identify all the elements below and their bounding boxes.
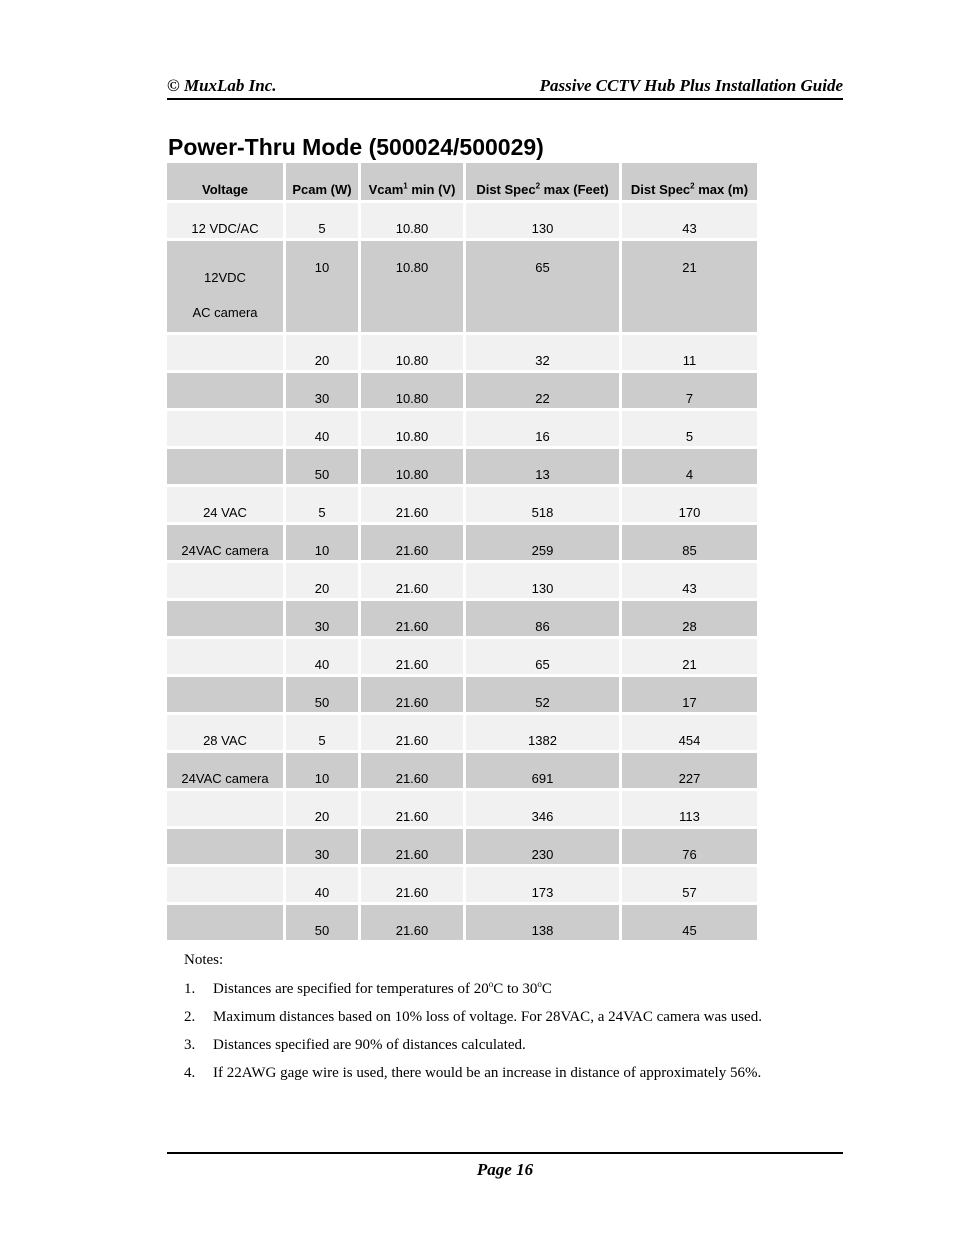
table-row xyxy=(167,601,757,636)
cell-voltage xyxy=(167,449,283,484)
cell-vcam: 10.80 xyxy=(361,335,463,370)
cell-voltage xyxy=(167,639,283,674)
table-row xyxy=(167,373,757,408)
table-row xyxy=(167,677,757,712)
cell-pcam: 10 xyxy=(286,753,358,788)
cell-voltage xyxy=(167,867,283,902)
cell-voltage xyxy=(167,905,283,940)
col-dist-m: Dist Spec$^2$ max (m) xyxy=(622,163,757,200)
cell-dist-feet: 138 xyxy=(466,905,619,940)
table-body xyxy=(167,203,757,940)
col-voltage: Voltage xyxy=(167,163,283,200)
cell-vcam: 21.60 xyxy=(361,791,463,826)
note-text: If 22AWG gage wire is used, there would be an increase in distance of approximately 56%. xyxy=(213,1065,762,1081)
cell-dist-feet: 259 xyxy=(466,525,619,560)
cell-voltage: 24VAC camera xyxy=(167,525,283,560)
table-row xyxy=(167,867,757,902)
cell-pcam: 20 xyxy=(286,563,358,598)
cell-pcam: 50 xyxy=(286,449,358,484)
cell-dist-m: 57 xyxy=(622,867,757,902)
note-number: 3. xyxy=(184,1037,196,1053)
cell-vcam: 10.80 xyxy=(361,203,463,238)
cell-vcam: 21.60 xyxy=(361,905,463,940)
table-row xyxy=(167,715,757,750)
table-row xyxy=(167,753,757,788)
cell-voltage xyxy=(167,829,283,864)
note-item xyxy=(184,1009,824,1037)
cell-dist-m: 5 xyxy=(622,411,757,446)
cell-vcam: 21.60 xyxy=(361,867,463,902)
cell-pcam: 50 xyxy=(286,905,358,940)
cell-dist-feet: 518 xyxy=(466,487,619,522)
table-row xyxy=(167,335,757,370)
table-row xyxy=(167,525,757,560)
cell-voltage xyxy=(167,373,283,408)
cell-pcam: 5 xyxy=(286,203,358,238)
col-dist-feet: Dist Spec$^2$ max (Feet) xyxy=(466,163,619,200)
table-row xyxy=(167,905,757,940)
cell-vcam: 21.60 xyxy=(361,753,463,788)
cell-dist-feet: 691 xyxy=(466,753,619,788)
cell-dist-m: 76 xyxy=(622,829,757,864)
table-row xyxy=(167,449,757,484)
cell-voltage xyxy=(167,791,283,826)
cell-dist-m: 43 xyxy=(622,563,757,598)
cell-voltage: 12VDC AC camera xyxy=(167,241,283,332)
col-vcam: Vcam$^1$ min (V) xyxy=(361,163,463,200)
cell-dist-m: 170 xyxy=(622,487,757,522)
table-row xyxy=(167,563,757,598)
cell-dist-feet: 32 xyxy=(466,335,619,370)
note-text: Distances specified are 90% of distances calculated. xyxy=(213,1037,526,1053)
cell-dist-m: 21 xyxy=(622,241,757,332)
cell-pcam: 40 xyxy=(286,411,358,446)
table-row xyxy=(167,203,757,238)
cell-vcam: 21.60 xyxy=(361,563,463,598)
header-company: © MuxLab Inc. xyxy=(167,76,277,95)
cell-voltage: 24 VAC xyxy=(167,487,283,522)
cell-dist-m: 85 xyxy=(622,525,757,560)
cell-dist-feet: 22 xyxy=(466,373,619,408)
cell-voltage xyxy=(167,563,283,598)
cell-dist-m: 28 xyxy=(622,601,757,636)
col-pcam: Pcam (W) xyxy=(286,163,358,200)
cell-voltage: 12 VDC/AC xyxy=(167,203,283,238)
notes-section xyxy=(184,952,824,1093)
cell-dist-m: 45 xyxy=(622,905,757,940)
cell-pcam: 30 xyxy=(286,829,358,864)
note-number: 4. xyxy=(184,1065,196,1081)
table-row xyxy=(167,829,757,864)
cell-pcam: 30 xyxy=(286,373,358,408)
cell-dist-feet: 65 xyxy=(466,639,619,674)
notes-heading: Notes: xyxy=(184,952,224,968)
header-guide-title: Passive CCTV Hub Plus Installation Guide xyxy=(539,76,843,95)
cell-pcam: 20 xyxy=(286,335,358,370)
cell-pcam: 20 xyxy=(286,791,358,826)
table-row xyxy=(167,241,757,332)
page-footer xyxy=(167,1152,843,1180)
cell-dist-m: 4 xyxy=(622,449,757,484)
cell-pcam: 10 xyxy=(286,241,358,332)
cell-vcam: 21.60 xyxy=(361,525,463,560)
power-thru-table xyxy=(164,160,760,943)
note-item xyxy=(184,1065,824,1093)
cell-dist-m: 17 xyxy=(622,677,757,712)
cell-vcam: 10.80 xyxy=(361,373,463,408)
cell-dist-m: 43 xyxy=(622,203,757,238)
table-row xyxy=(167,487,757,522)
cell-pcam: 10 xyxy=(286,525,358,560)
page-header xyxy=(167,74,843,100)
section-title: Power-Thru Mode (500024/500029) xyxy=(168,134,544,160)
cell-vcam: 21.60 xyxy=(361,677,463,712)
cell-vcam: 21.60 xyxy=(361,639,463,674)
cell-dist-m: 227 xyxy=(622,753,757,788)
cell-dist-feet: 346 xyxy=(466,791,619,826)
note-text: Distances are specified for temperatures of 20$^o$C to 30$^o$C xyxy=(213,979,552,997)
cell-dist-feet: 173 xyxy=(466,867,619,902)
cell-dist-feet: 65 xyxy=(466,241,619,332)
cell-dist-m: 113 xyxy=(622,791,757,826)
cell-pcam: 50 xyxy=(286,677,358,712)
table-row xyxy=(167,411,757,446)
cell-pcam: 40 xyxy=(286,867,358,902)
cell-dist-feet: 13 xyxy=(466,449,619,484)
table-row xyxy=(167,791,757,826)
note-number: 2. xyxy=(184,1009,196,1025)
cell-voltage xyxy=(167,601,283,636)
cell-dist-feet: 230 xyxy=(466,829,619,864)
cell-dist-m: 7 xyxy=(622,373,757,408)
cell-dist-feet: 86 xyxy=(466,601,619,636)
cell-dist-feet: 52 xyxy=(466,677,619,712)
note-text: Maximum distances based on 10% loss of voltage. For 28VAC, a 24VAC camera was used. xyxy=(213,1009,762,1025)
cell-vcam: 21.60 xyxy=(361,601,463,636)
cell-pcam: 30 xyxy=(286,601,358,636)
page-number: Page 16 xyxy=(476,1160,534,1179)
table-row xyxy=(167,639,757,674)
note-number: 1. xyxy=(184,981,196,997)
cell-dist-feet: 130 xyxy=(466,563,619,598)
cell-voltage xyxy=(167,677,283,712)
cell-voltage: 24VAC camera xyxy=(167,753,283,788)
cell-vcam: 21.60 xyxy=(361,715,463,750)
cell-dist-feet: 1382 xyxy=(466,715,619,750)
cell-vcam: 21.60 xyxy=(361,829,463,864)
cell-dist-feet: 130 xyxy=(466,203,619,238)
cell-vcam: 10.80 xyxy=(361,241,463,332)
table-header-row xyxy=(167,163,757,200)
note-item xyxy=(184,981,824,1009)
cell-vcam: 21.60 xyxy=(361,487,463,522)
note-item xyxy=(184,1037,824,1065)
cell-vcam: 10.80 xyxy=(361,449,463,484)
cell-pcam: 5 xyxy=(286,487,358,522)
cell-voltage xyxy=(167,411,283,446)
cell-dist-m: 454 xyxy=(622,715,757,750)
cell-vcam: 10.80 xyxy=(361,411,463,446)
cell-dist-m: 11 xyxy=(622,335,757,370)
cell-voltage-extra: AC camera xyxy=(192,305,258,320)
cell-pcam: 5 xyxy=(286,715,358,750)
cell-dist-feet: 16 xyxy=(466,411,619,446)
cell-pcam: 40 xyxy=(286,639,358,674)
cell-voltage: 28 VAC xyxy=(167,715,283,750)
cell-voltage xyxy=(167,335,283,370)
cell-dist-m: 21 xyxy=(622,639,757,674)
